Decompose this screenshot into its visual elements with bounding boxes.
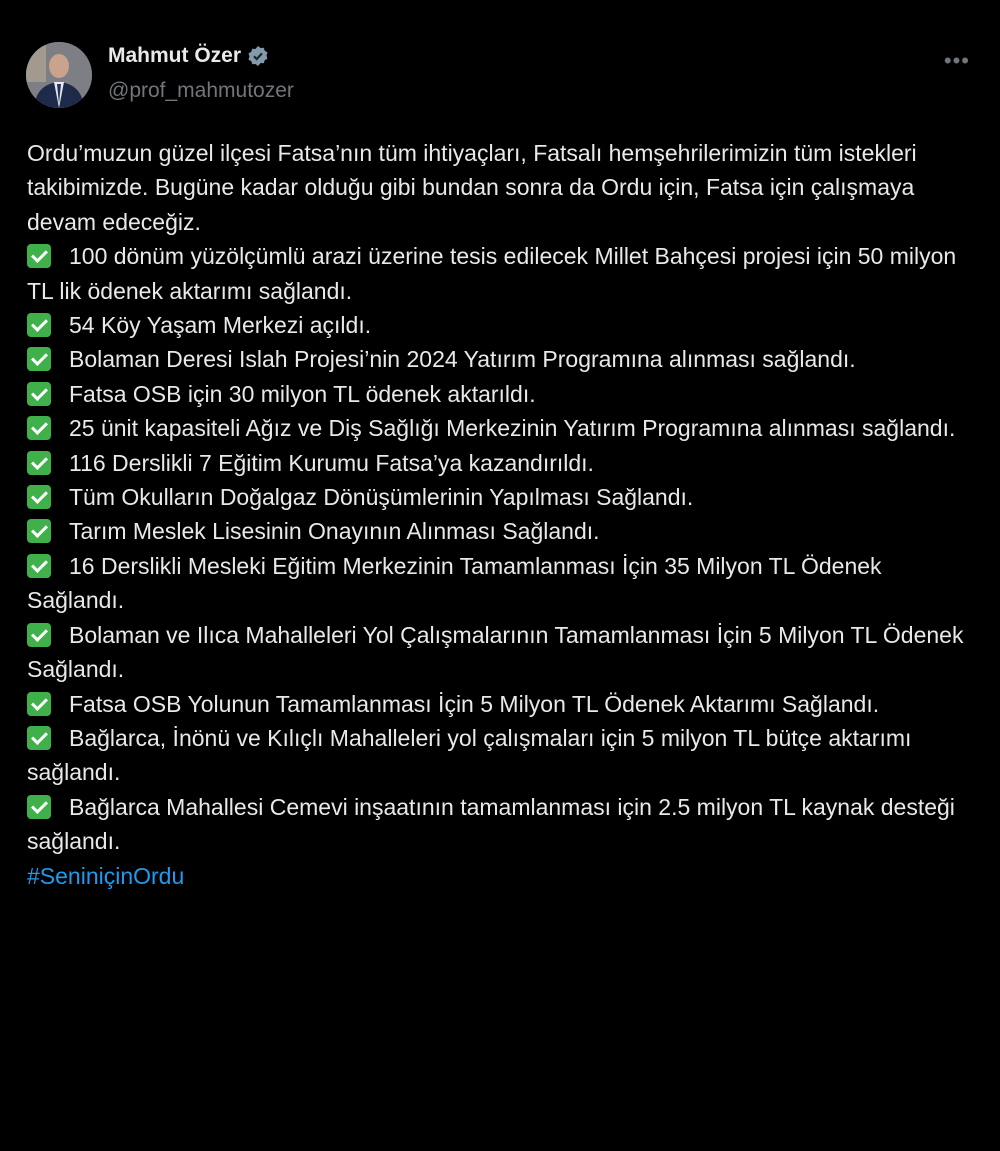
avatar-photo: [26, 42, 92, 108]
hashtag-link[interactable]: #SeniniçinOrdu: [27, 862, 185, 889]
list-item: [27, 342, 977, 376]
check-mark-icon: [27, 692, 51, 716]
author-name-row[interactable]: [108, 44, 269, 68]
check-mark-icon: [27, 347, 51, 371]
check-mark-icon: [27, 244, 51, 268]
list-item: [27, 480, 977, 514]
list-item-text: Bağlarca, İnönü ve Kılıçlı Mahalleleri yol çalışmaları için 5 milyon TL bütçe aktarımı sağlandı.: [27, 724, 912, 786]
check-mark-icon: [27, 313, 51, 337]
list-item-text: 54 Köy Yaşam Merkezi açıldı.: [69, 312, 372, 339]
check-mark-icon: [27, 623, 51, 647]
tweet-intro: Ordu’muzun güzel ilçesi Fatsa’nın tüm ihtiyaçları, Fatsalı hemşehrilerimizin tüm istekleri takibimizde. Bugüne kadar olduğu gibi bundan sonra da Ordu için, Fatsa için çalışmaya devam edeceğiz.: [27, 140, 917, 235]
list-item: [27, 721, 977, 790]
list-item-text: Bolaman Deresi Islah Projesi’nin 2024 Yatırım Programına alınması sağlandı.: [69, 346, 856, 373]
list-item: [27, 377, 977, 411]
check-mark-icon: [27, 451, 51, 475]
list-item-text: Fatsa OSB için 30 milyon TL ödenek aktarıldı.: [69, 380, 536, 407]
check-mark-icon: [27, 416, 51, 440]
list-item-text: 100 dönüm yüzölçümlü arazi üzerine tesis edilecek Millet Bahçesi projesi için 50 milyon TL lik ödenek aktarımı sağlandı.: [27, 243, 957, 304]
check-mark-icon: [27, 382, 51, 406]
list-item-text: Tüm Okulların Doğalgaz Dönüşümlerinin Yapılması Sağlandı.: [69, 484, 694, 511]
author-name[interactable]: Mahmut Özer: [108, 44, 242, 67]
list-item: [27, 687, 977, 721]
list-item-text: Bolaman ve Ilıca Mahalleleri Yol Çalışmalarının Tamamlanması İçin 5 Milyon TL Ödenek Sağlandı.: [27, 621, 964, 683]
author-handle[interactable]: @prof_mahmutozer: [108, 79, 294, 102]
list-item: [27, 790, 977, 859]
list-item-text: 16 Derslikli Mesleki Eğitim Merkezinin Tamamlanması İçin 35 Milyon TL Ödenek Sağlandı.: [27, 552, 882, 614]
list-item: [27, 239, 977, 308]
list-item-text: 116 Derslikli 7 Eğitim Kurumu Fatsa’ya kazandırıldı.: [69, 449, 594, 476]
list-item: [27, 514, 977, 548]
avatar[interactable]: [26, 42, 92, 108]
check-mark-icon: [27, 519, 51, 543]
list-item-text: 25 ünit kapasiteli Ağız ve Diş Sağlığı Merkezinin Yatırım Programına alınması sağlandı.: [69, 415, 956, 442]
check-mark-icon: [27, 726, 51, 750]
check-mark-icon: [27, 485, 51, 509]
list-item-text: Bağlarca Mahallesi Cemevi inşaatının tamamlanması için 2.5 milyon TL kaynak desteği sağlandı.: [27, 793, 955, 855]
tweet-text: [27, 136, 977, 893]
more-options-icon[interactable]: •••: [943, 48, 970, 73]
list-item: [27, 549, 977, 618]
list-item: [27, 308, 977, 342]
list-item-text: Fatsa OSB Yolunun Tamamlanması İçin 5 Milyon TL Ödenek Aktarımı Sağlandı.: [69, 690, 880, 717]
list-item: [27, 618, 977, 687]
list-item-text: Tarım Meslek Lisesinin Onayının Alınması Sağlandı.: [69, 518, 600, 545]
verified-badge-icon: [247, 45, 269, 67]
list-item: [27, 446, 977, 480]
check-mark-icon: [27, 795, 51, 819]
check-mark-icon: [27, 554, 51, 578]
list-item: [27, 411, 977, 445]
